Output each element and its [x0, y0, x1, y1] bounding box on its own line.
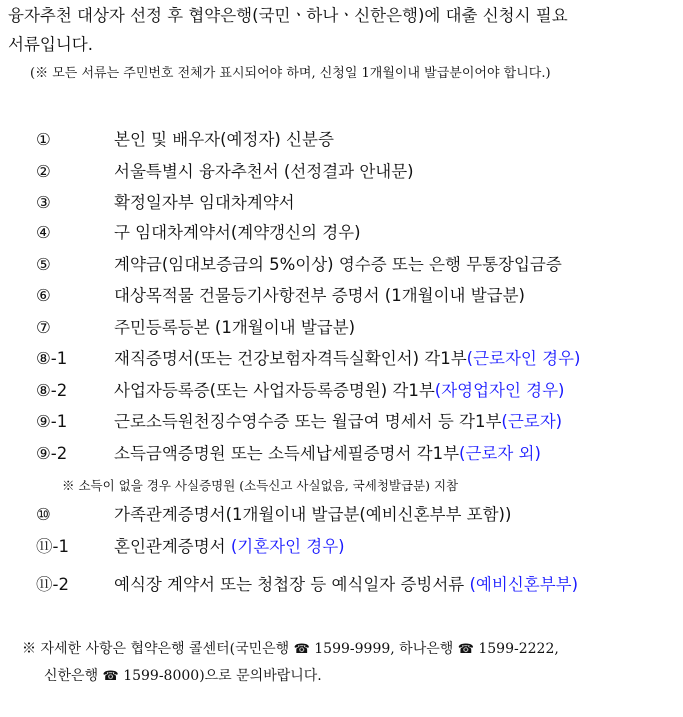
item-text: 계약금(임대보증금의 5%이상) 영수증 또는 은행 무통장입금증	[114, 255, 562, 274]
contact-prefix: ※ 자세한 사항은 협약은행 콜센터(국민은행	[22, 641, 294, 657]
item-text-wrap	[114, 282, 525, 310]
document-item	[0, 377, 683, 405]
document-item	[0, 126, 683, 154]
item-text: 본인 및 배우자(예정자) 신분증	[114, 130, 334, 149]
phone-icon: ☎	[457, 642, 474, 657]
item-text-wrap	[114, 314, 355, 342]
item-highlight: (기혼자인 경우)	[230, 537, 345, 556]
document-item	[0, 314, 683, 342]
document-item	[0, 251, 683, 279]
document-item	[0, 533, 683, 561]
item-number: ⑦	[36, 318, 51, 337]
item-text: 가족관계증명서(1개월이내 발급분(예비신혼부부 포함))	[114, 505, 512, 524]
item-text: 서울특별시 융자추천서 (선정결과 안내문)	[114, 162, 414, 181]
item-number: ⑥	[36, 286, 51, 305]
item-highlight: (근로자)	[501, 412, 563, 431]
document-item	[0, 501, 683, 529]
item-text-wrap	[114, 571, 578, 599]
item-number: ⑨-1	[36, 412, 68, 431]
item-text-wrap	[114, 126, 334, 154]
item-text: 근로소득원천징수영수증 또는 월급여 명세서 등 각1부	[114, 412, 502, 431]
document-item	[0, 440, 683, 468]
item-text: 재직증명서(또는 건강보험자격득실확인서) 각1부	[114, 349, 467, 368]
item-highlight: (자영업자인 경우)	[434, 381, 565, 400]
item-text: 확정일자부 임대차계약서	[114, 193, 295, 212]
hana-phone: 1599-2222,	[473, 641, 559, 657]
kb-phone: 1599-9999, 하나은행	[309, 641, 458, 657]
item-text-wrap	[114, 251, 562, 279]
document-item	[0, 158, 683, 186]
item-number: ⑪-2	[36, 575, 69, 594]
document-item	[0, 189, 683, 217]
intro-note: (※ 모든 서류는 주민번호 전체가 표시되어야 하며, 신청일 1개월이내 발급분이어야 합니다.)	[30, 66, 551, 81]
item-number: ⑧-1	[36, 349, 68, 368]
item-text: 대상목적물 건물등기사항전부 증명서 (1개월이내 발급분)	[114, 286, 525, 305]
item-text-wrap	[114, 377, 564, 405]
item-number: ⑨-2	[36, 444, 68, 463]
item-number: ⑪-1	[36, 537, 69, 556]
item-text-wrap	[114, 408, 562, 436]
item-highlight: (근로자 외)	[459, 444, 541, 463]
item-highlight: (근로자인 경우)	[466, 349, 581, 368]
item-text-wrap	[114, 345, 580, 373]
shinhan-label: 신한은행	[44, 668, 103, 684]
item-text-wrap	[114, 189, 295, 217]
item-text: 예식장 계약서 또는 청첩장 등 예식일자 증빙서류	[114, 575, 470, 594]
document-item	[0, 408, 683, 436]
document-item	[0, 219, 683, 247]
item-number: ⑧-2	[36, 381, 68, 400]
intro-line-2: 서류입니다.	[8, 35, 93, 54]
item-text: 구 임대차계약서(계약갱신의 경우)	[114, 223, 361, 242]
shinhan-phone: 1599-8000)으로 문의바랍니다.	[118, 668, 322, 684]
document-item	[0, 345, 683, 373]
item-text: 주민등록등본 (1개월이내 발급분)	[114, 318, 356, 337]
document-item	[0, 282, 683, 310]
contact-note-line-1	[22, 638, 559, 661]
item-number: ④	[36, 223, 51, 242]
document-item	[0, 571, 683, 599]
item-text-wrap	[114, 219, 361, 247]
item-number: ③	[36, 193, 51, 212]
contact-note-line-2	[44, 665, 322, 688]
item-number: ②	[36, 162, 51, 181]
item-number: ⑤	[36, 255, 51, 274]
item-text-wrap	[114, 158, 414, 186]
item-number: ⑩	[36, 505, 51, 524]
income-subnote: ※ 소득이 없을 경우 사실증명원 (소득신고 사실없음, 국세청발급분) 지참	[62, 478, 459, 493]
phone-icon: ☎	[293, 642, 310, 657]
item-text: 사업자등록증(또는 사업자등록증명원) 각1부	[114, 381, 435, 400]
item-highlight: (예비신혼부부)	[469, 575, 579, 594]
item-text-wrap	[114, 501, 511, 529]
item-text: 혼인관계증명서	[114, 537, 231, 556]
intro-line-1: 융자추천 대상자 선정 후 협약은행(국민ㆍ하나ㆍ신한은행)에 대출 신청시 필요	[8, 6, 568, 25]
item-number: ①	[36, 130, 51, 149]
item-text-wrap	[114, 533, 345, 561]
item-text-wrap	[114, 440, 541, 468]
item-text: 소득금액증명원 또는 소득세납세필증명서 각1부	[114, 444, 460, 463]
phone-icon: ☎	[102, 669, 119, 684]
